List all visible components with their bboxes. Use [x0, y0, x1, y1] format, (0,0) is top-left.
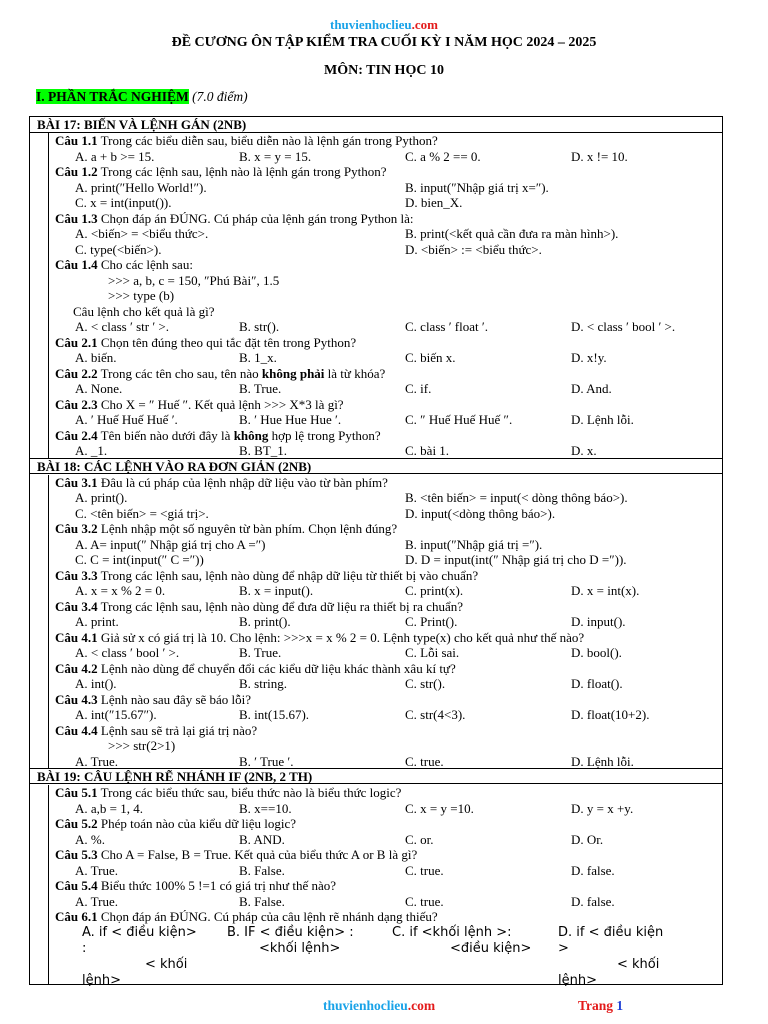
answer-option[interactable]: C. print(x).: [405, 583, 464, 598]
answer-option[interactable]: C. true.: [405, 893, 444, 909]
question-text: Cho X = ″ Huế ″. Kết quả lệnh >>> X*3 là gì?: [100, 396, 344, 412]
answer-option[interactable]: D. x != 10.: [571, 148, 628, 164]
question-number: Câu 1.1: [55, 133, 98, 148]
answer-option[interactable]: D. y = x +y.: [571, 800, 634, 816]
answer-option[interactable]: C. str().: [405, 676, 446, 691]
page-label: Trang: [578, 998, 617, 1013]
code-line: >>> type (b): [108, 288, 175, 303]
answer-option[interactable]: C. bài 1.: [405, 443, 450, 458]
answer-option[interactable]: C. str(4<3).: [405, 707, 466, 722]
question-text: Trong các lệnh sau, lệnh nào dùng để đưa dữ liệu ra thiết bị ra chuẩn?: [100, 598, 463, 614]
answer-option[interactable]: A. True.: [75, 862, 118, 878]
answer-option[interactable]: B. input(″Nhập giá trị =″).: [405, 536, 543, 552]
answer-option[interactable]: D. float().: [571, 676, 623, 691]
question-stem: [55, 211, 414, 227]
answer-option[interactable]: C. C = int(input(″ C =″)): [75, 552, 204, 567]
answer-option[interactable]: C. x = int(input()).: [75, 195, 172, 210]
question-stem: [55, 133, 438, 149]
question-stem: [55, 164, 386, 180]
answer-option[interactable]: A. None.: [75, 381, 123, 396]
answer-option[interactable]: A. int(″15.67″).: [75, 707, 157, 722]
answer-option[interactable]: B. str().: [239, 319, 280, 334]
answer-option[interactable]: D. bool().: [571, 645, 622, 660]
lesson-heading: BÀI 17: BIẾN VÀ LỆNH GÁN (2NB): [30, 117, 722, 133]
question-text: Giả sử x có giá trị là 10. Cho lệnh: >>>x = x % 2 = 0. Lệnh type(x) cho kết quả như thế nào?: [100, 629, 585, 645]
question-text: Biểu thức 100% 5 !=1 có giá trị như thế nào?: [100, 878, 337, 893]
question-number: Câu 4.2: [55, 660, 98, 676]
answer-option[interactable]: D. false.: [571, 893, 615, 909]
answer-option[interactable]: B. ′ Hue Hue Hue ′.: [239, 412, 342, 427]
question-table: [29, 116, 723, 988]
question-stem: [55, 568, 478, 584]
answer-option[interactable]: B. int(15.67).: [239, 707, 310, 722]
subject-title: MÔN: TIN HỌC 10: [324, 63, 444, 78]
answer-option[interactable]: A. a,b = 1, 4.: [75, 800, 143, 816]
question-prompt: Câu lệnh cho kết quả là gì?: [73, 303, 215, 319]
question-stem: [55, 428, 381, 444]
answer-option[interactable]: D. x!y.: [571, 350, 607, 365]
question-text: Trong các tên cho sau, tên nào: [100, 365, 262, 381]
lesson-heading: BÀI 19: CÂU LỆNH RẼ NHÁNH IF (2NB, 2 TH): [30, 768, 722, 784]
answer-option[interactable]: D. x.: [571, 443, 597, 458]
footer-site: [323, 998, 435, 1014]
answer-option[interactable]: D. Or.: [571, 831, 604, 847]
question-emphasis: không: [233, 427, 269, 443]
question-stem: [55, 475, 388, 491]
answer-option[interactable]: A. a + b >= 15.: [75, 148, 155, 164]
question-number: Câu 5.1: [55, 785, 98, 800]
answer-option[interactable]: D. <biến> := <biểu thức>.: [405, 241, 542, 257]
syntax-option[interactable]: B. IF < điều kiện> :: [227, 924, 354, 940]
question-number: Câu 1.3: [55, 210, 98, 226]
answer-option[interactable]: A. <biến> = <biểu thức>.: [75, 226, 209, 241]
answer-option[interactable]: B. 1_x.: [239, 350, 277, 365]
answer-option[interactable]: B. x = input().: [239, 583, 314, 598]
question-number: Câu 2.3: [55, 396, 98, 412]
question-stem: [55, 521, 397, 537]
question-number: Câu 3.2: [55, 521, 98, 536]
syntax-option[interactable]: lệnh>: [82, 972, 121, 988]
question-emphasis: không phải: [261, 365, 325, 381]
answer-option[interactable]: A. %.: [75, 831, 105, 847]
answer-option[interactable]: D. input(<dòng thông báo>).: [405, 505, 556, 521]
answer-option[interactable]: D. float(10+2).: [571, 707, 650, 722]
answer-option[interactable]: C. a % 2 == 0.: [405, 148, 481, 164]
answer-option[interactable]: C. true.: [405, 862, 444, 878]
answer-option[interactable]: C. Print().: [405, 614, 458, 629]
answer-option[interactable]: A. print.: [75, 614, 119, 629]
answer-option[interactable]: D. Lệnh lỗi.: [571, 753, 634, 769]
question-gutter-line: [48, 475, 49, 770]
answer-option[interactable]: D. D = input(int(″ Nhập giá trị cho D =″)).: [405, 552, 627, 567]
answer-option[interactable]: C. class ′ float ′.: [405, 319, 488, 334]
answer-option[interactable]: B. False.: [239, 893, 285, 909]
syntax-option[interactable]: >: [558, 940, 569, 956]
section-heading: [36, 89, 248, 105]
question-text: Trong các biểu diễn sau, biểu diễn nào là lệnh gán trong Python?: [100, 133, 438, 148]
answer-option[interactable]: D. false.: [571, 862, 615, 878]
question-text: Trong các biểu thức sau, biểu thức nào là biểu thức logic?: [100, 785, 402, 800]
question-number: Câu 4.4: [55, 722, 98, 738]
question-number: Câu 5.3: [55, 847, 98, 862]
question-text: Cho A = False, B = True. Kết quả của biểu thức A or B là gì?: [100, 847, 418, 862]
footer-site-domain: .com: [407, 998, 436, 1013]
question-stem: [55, 785, 401, 801]
page-number: [578, 998, 623, 1014]
answer-option[interactable]: A. int().: [75, 676, 117, 691]
question-number: Câu 5.4: [55, 878, 98, 893]
syntax-option[interactable]: < khối: [145, 956, 188, 972]
question-stem: [55, 909, 438, 925]
syntax-option[interactable]: D. if < điều kiện: [558, 924, 664, 940]
answer-option[interactable]: B. ′ True ′.: [239, 753, 294, 769]
question-stem: [55, 366, 385, 382]
answer-option[interactable]: A. _1.: [75, 443, 108, 458]
section-points: (7.0 điểm): [192, 89, 248, 104]
answer-option[interactable]: C. x = y =10.: [405, 800, 474, 816]
answer-option[interactable]: C. ″ Huế Huế Huế ″.: [405, 412, 513, 427]
syntax-option[interactable]: <khối lệnh>: [259, 940, 341, 956]
answer-option[interactable]: B. input(″Nhập giá trị x=″).: [405, 179, 549, 195]
question-text: Cho các lệnh sau:: [100, 257, 193, 272]
answer-option[interactable]: A. < class ′ str ′ >.: [75, 319, 170, 334]
question-text: Lệnh sau sẽ trả lại giá trị nào?: [100, 722, 258, 738]
answer-option[interactable]: C. type(<biến>).: [75, 241, 162, 257]
syntax-option[interactable]: lệnh>: [558, 972, 597, 988]
document-title: ĐỀ CƯƠNG ÔN TẬP KIỂM TRA CUỐI KỲ I NĂM HỌC 2024 – 2025: [171, 35, 597, 50]
answer-option[interactable]: B. False.: [239, 862, 285, 878]
question-number: Câu 3.3: [55, 567, 98, 583]
question-text: Chọn tên đúng theo qui tắc đặt tên trong Python?: [100, 334, 357, 350]
answer-option[interactable]: C. or.: [405, 831, 434, 847]
answer-option[interactable]: B. True.: [239, 645, 282, 660]
question-stem: [55, 335, 356, 351]
question-stem: [55, 257, 193, 273]
question-text: Chọn đáp án ĐÚNG. Cú pháp của lệnh gán trong Python là:: [100, 210, 414, 226]
answer-option[interactable]: A. A= input(″ Nhập giá trị cho A =″): [75, 536, 266, 552]
answer-option[interactable]: C. if.: [405, 381, 432, 396]
answer-option[interactable]: C. Lỗi sai.: [405, 645, 460, 660]
lesson-heading: BÀI 18: CÁC LỆNH VÀO RA ĐƠN GIẢN (2NB): [30, 458, 722, 474]
question-stem: [55, 692, 251, 708]
question-number: Câu 4.1: [55, 629, 98, 645]
section-label: I. PHẦN TRẮC NGHIỆM: [36, 89, 189, 104]
answer-option[interactable]: B. string.: [239, 676, 288, 691]
question-text: Đâu là cú pháp của lệnh nhập dữ liệu vào từ bàn phím?: [100, 474, 388, 490]
answer-option[interactable]: A. ′ Huế Huế Huế ′.: [75, 412, 178, 427]
answer-option[interactable]: B. x = y = 15.: [239, 148, 312, 164]
question-text: là từ khóa?: [324, 365, 386, 381]
answer-option[interactable]: B. x==10.: [239, 800, 292, 816]
syntax-option[interactable]: C. if <khối lệnh >:: [392, 924, 512, 940]
code-line: >>> a, b, c = 150, ″Phú Bài″, 1.5: [108, 272, 280, 288]
question-text: Lệnh nào sau đây sẽ báo lỗi?: [100, 691, 252, 707]
syntax-option[interactable]: < khối: [617, 956, 660, 972]
footer-site-name: thuvienhoclieu: [323, 998, 408, 1013]
answer-option[interactable]: A. print().: [75, 490, 128, 505]
question-text: Tên biến nào dưới đây là: [100, 427, 234, 443]
syntax-option[interactable]: :: [82, 940, 87, 956]
question-number: Câu 5.2: [55, 816, 98, 831]
question-stem: [55, 661, 456, 677]
syntax-option[interactable]: A. if < điều kiện>: [82, 924, 197, 940]
code-line: >>> str(2>1): [108, 738, 176, 753]
answer-option[interactable]: D. x = int(x).: [571, 583, 640, 598]
question-text: hợp lệ trong Python?: [268, 427, 381, 443]
site-name: thuvienhoclieu: [330, 17, 412, 32]
question-number: Câu 1.4: [55, 257, 98, 272]
answer-option[interactable]: C. <tên biến> = <giá trị>.: [75, 505, 209, 521]
question-text: Lệnh nào dùng để chuyển đổi các kiểu dữ liệu khác thành xâu kí tự?: [100, 660, 456, 676]
answer-option[interactable]: D. bien_X.: [405, 195, 463, 210]
answer-option[interactable]: B. print().: [239, 614, 291, 629]
answer-option[interactable]: B. print(<kết quả cần đưa ra màn hình>).: [405, 226, 619, 241]
question-stem: [55, 723, 257, 739]
question-stem: [55, 816, 296, 832]
answer-option[interactable]: B. True.: [239, 381, 282, 396]
question-number: Câu 1.2: [55, 164, 98, 179]
answer-option[interactable]: A. x = x % 2 = 0.: [75, 583, 166, 598]
question-number: Câu 6.1: [55, 909, 98, 924]
answer-option[interactable]: D. And.: [571, 381, 612, 396]
question-stem: [55, 878, 336, 894]
answer-option[interactable]: A. < class ′ bool ′ >.: [75, 645, 180, 660]
answer-option[interactable]: A. print(″Hello World!″).: [75, 179, 207, 195]
answer-option[interactable]: B. <tên biến> = input(< dòng thông báo>).: [405, 490, 628, 505]
answer-option[interactable]: A. True.: [75, 753, 118, 769]
question-stem: [55, 630, 584, 646]
answer-option[interactable]: A. True.: [75, 893, 118, 909]
question-gutter-line: [48, 785, 49, 984]
answer-option[interactable]: C. biến x.: [405, 350, 456, 365]
question-stem: [55, 599, 463, 615]
question-number: Câu 3.1: [55, 474, 98, 490]
answer-option[interactable]: D. < class ′ bool ′ >.: [571, 319, 676, 334]
answer-option[interactable]: B. BT_1.: [239, 443, 288, 458]
question-stem: [55, 397, 344, 413]
question-number: Câu 4.3: [55, 691, 98, 707]
syntax-option[interactable]: <điều kiện>: [450, 940, 532, 956]
question-text: Chọn đáp án ĐÚNG. Cú pháp của câu lệnh rẽ nhánh dạng thiếu?: [100, 909, 438, 924]
site-domain: .com: [411, 17, 438, 32]
answer-option[interactable]: D. Lệnh lỗi.: [571, 412, 634, 427]
question-stem: [55, 847, 417, 863]
question-number: Câu 2.2: [55, 365, 98, 381]
answer-option[interactable]: A. biến.: [75, 350, 117, 365]
question-number: Câu 2.1: [55, 334, 98, 350]
question-gutter-line: [48, 133, 49, 459]
page-value: 1: [616, 998, 624, 1013]
answer-option[interactable]: C. true.: [405, 753, 444, 769]
answer-option[interactable]: B. AND.: [239, 831, 285, 847]
question-text: Phép toán nào của kiểu dữ liệu logic?: [100, 816, 297, 831]
answer-option[interactable]: D. input().: [571, 614, 626, 629]
site-header: [0, 17, 768, 33]
question-text: Trong các lệnh sau, lệnh nào là lệnh gán trong Python?: [100, 164, 387, 179]
question-number: Câu 3.4: [55, 598, 98, 614]
question-text: Trong các lệnh sau, lệnh nào dùng để nhập dữ liệu từ thiết bị vào chuẩn?: [100, 567, 479, 583]
question-number: Câu 2.4: [55, 427, 98, 443]
question-text: Lệnh nhập một số nguyên từ bàn phím. Chọn lệnh đúng?: [100, 521, 398, 536]
